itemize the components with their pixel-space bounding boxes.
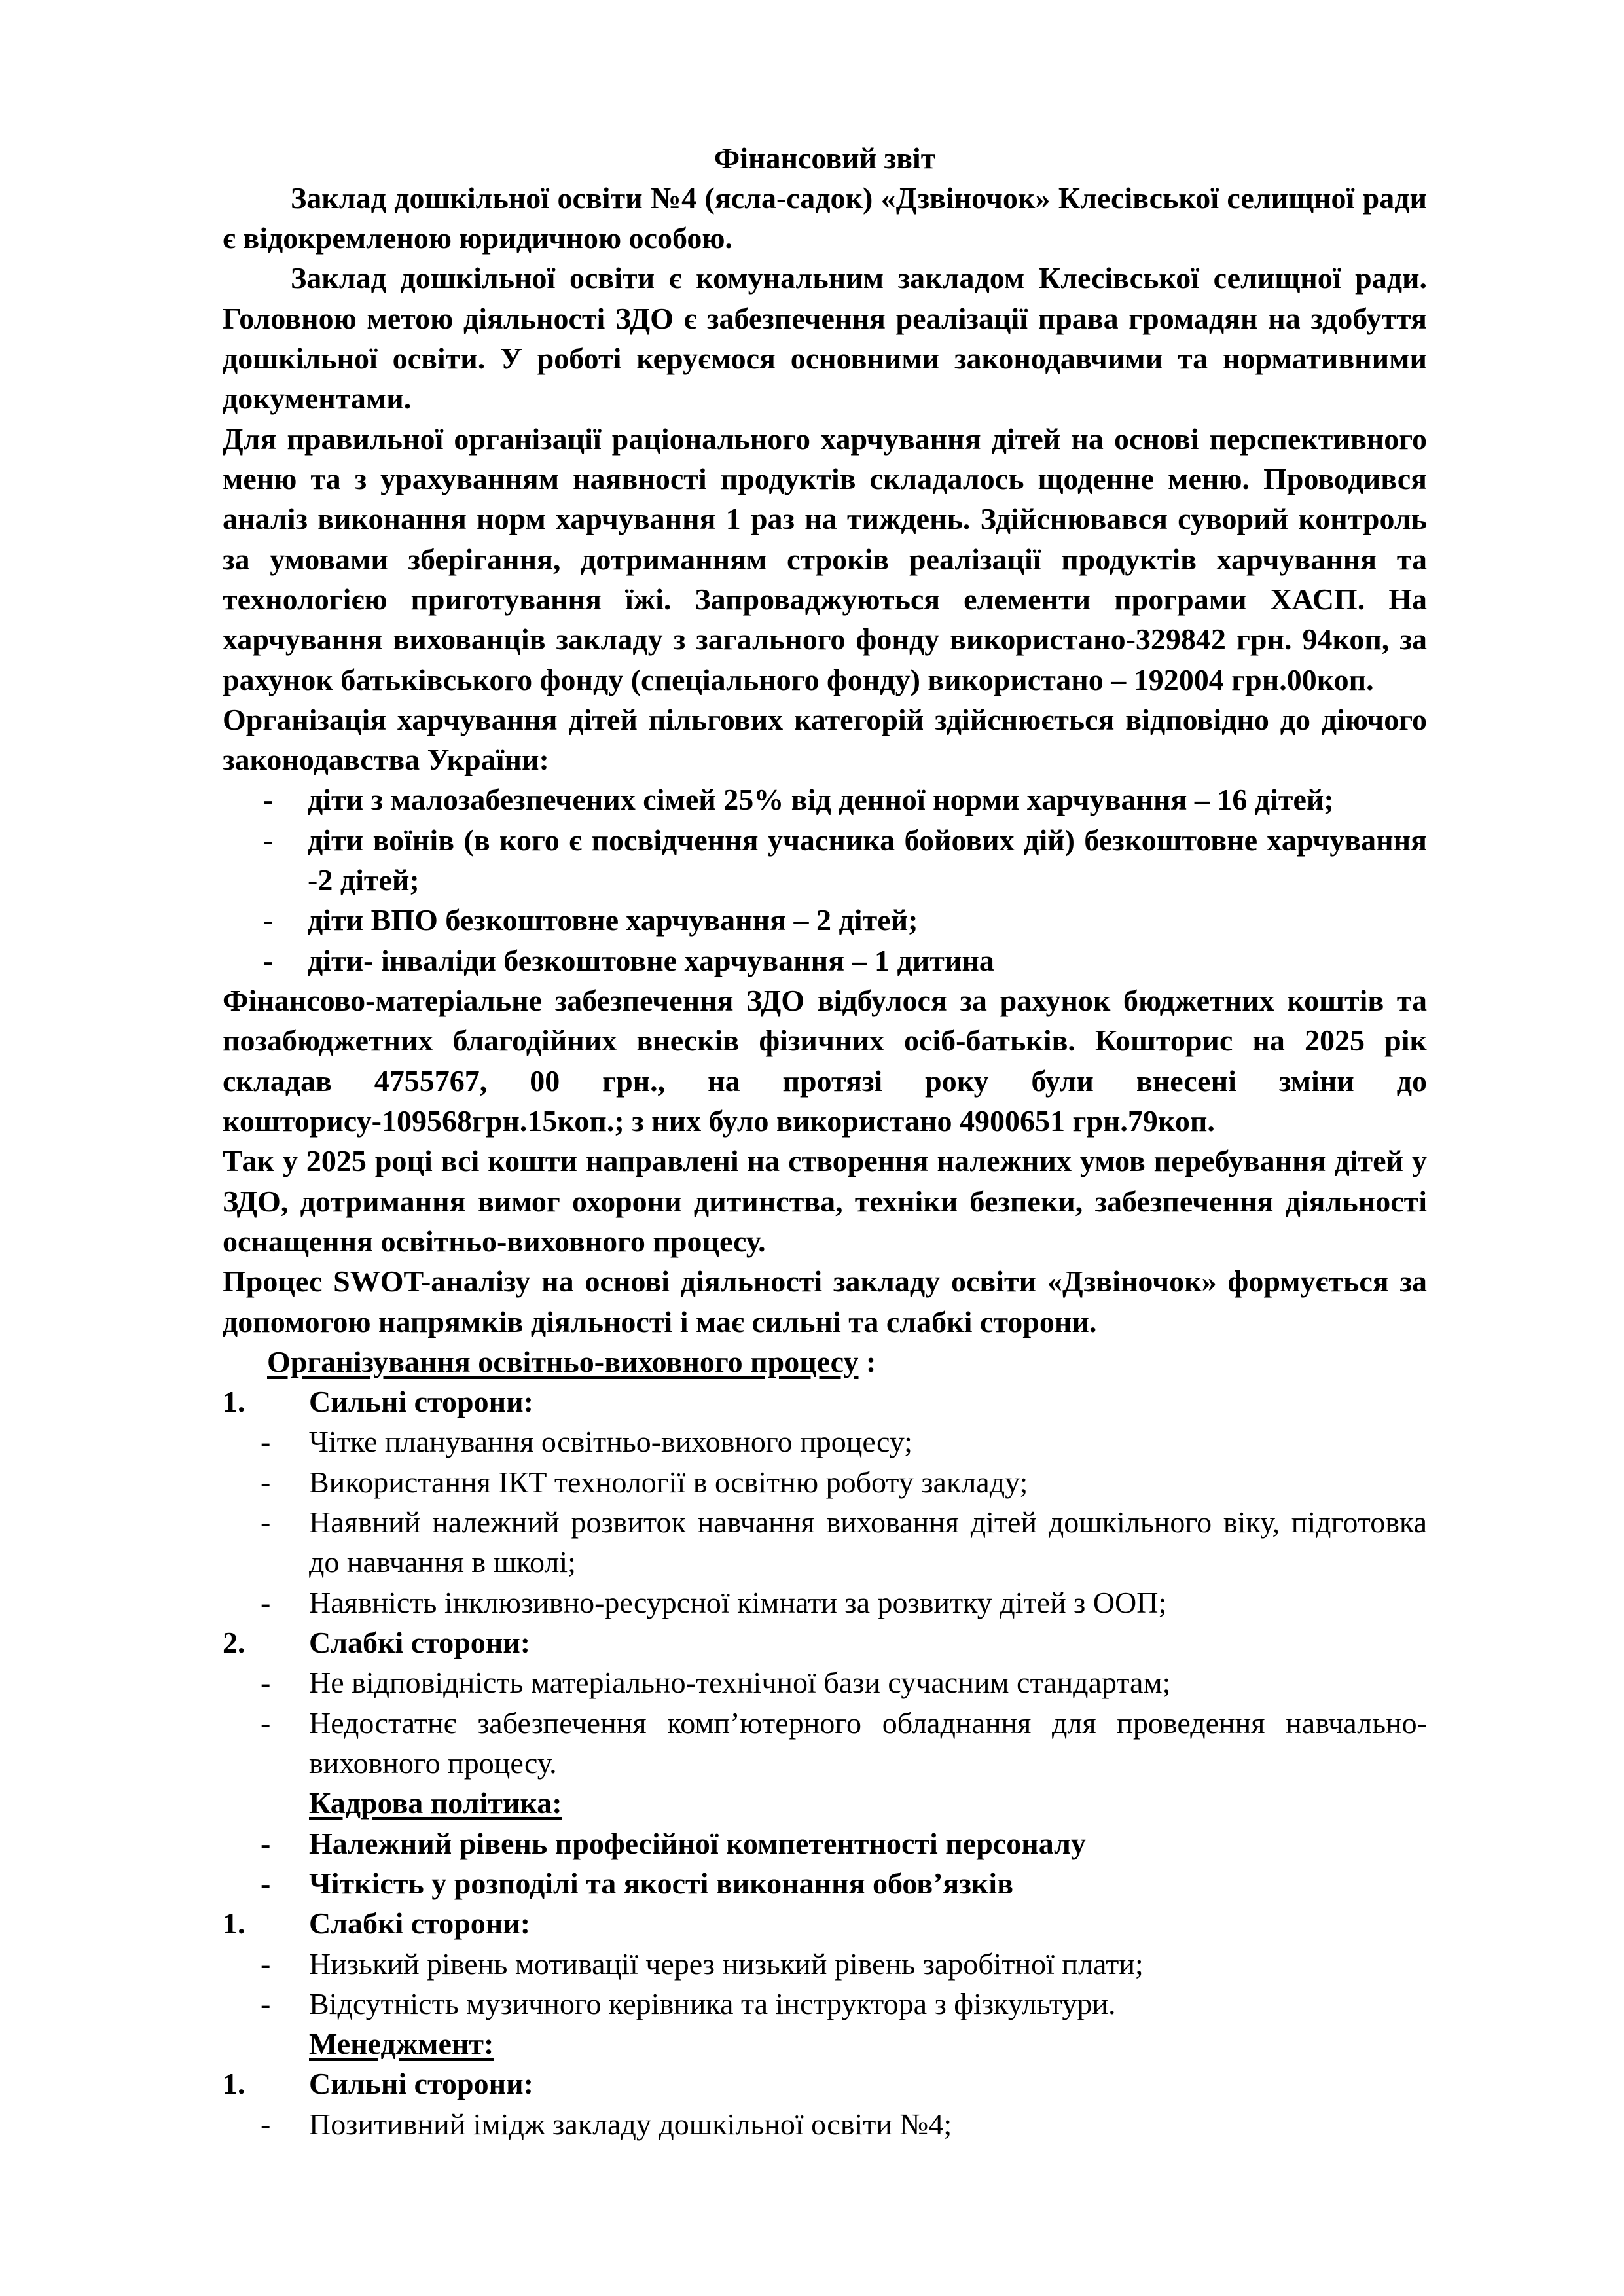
list-item — [223, 941, 1427, 980]
group-heading-label: Слабкі сторони: — [309, 1626, 531, 1660]
list-item — [223, 780, 1427, 819]
dash-marker: - — [261, 1866, 271, 1900]
list-item-label: Належний рівень професійної компетентності персоналу — [309, 1826, 1086, 1860]
strengths-list-educational-process — [223, 1422, 1427, 1623]
dash-marker: - — [261, 1465, 271, 1499]
list-item-label: Відсутність музичного керівника та інструктора з фізкультури. — [309, 1986, 1116, 2020]
list-item — [223, 1662, 1427, 1702]
group-heading-management-strengths — [223, 2064, 1427, 2104]
list-item — [223, 1703, 1427, 1784]
list-number: 1. — [223, 2067, 245, 2101]
group-heading-weaknesses — [223, 1623, 1427, 1662]
section-heading-management — [223, 2024, 1427, 2064]
section-heading-tail: : — [858, 1344, 876, 1378]
list-item-label: Використання ІКТ технології в освітню роботу закладу; — [309, 1465, 1028, 1499]
group-heading-label: Сильні сторони: — [309, 1385, 533, 1419]
list-number: 1. — [223, 1385, 245, 1419]
section-heading-text: Кадрова політика: — [309, 1786, 562, 1820]
dash-marker: - — [261, 2107, 271, 2141]
list-item-label: діти- інваліди безкоштовне харчування – 1 дитина — [308, 943, 994, 977]
section-heading-text: Організування освітньо-виховного процесу — [267, 1344, 859, 1378]
list-item-label: діти з малозабезпечених сімей 25% від денної норми харчування – 16 дітей; — [308, 783, 1334, 817]
list-item — [223, 1944, 1427, 1984]
dash-marker: - — [261, 1946, 271, 1981]
group-heading-label: Слабкі сторони: — [309, 1907, 531, 1941]
benefit-categories-list — [223, 780, 1427, 980]
paragraph-benefit-intro: Організація харчування дітей пільгових категорій здійснюється відповідно до діючого законодавства України: — [223, 702, 1427, 777]
hr-policy-strengths-list — [223, 1823, 1427, 1904]
list-item-label: Позитивний імідж закладу дошкільної освіти №4; — [309, 2107, 952, 2141]
weaknesses-list-educational-process — [223, 1662, 1427, 1783]
paragraph-financial-support: Фінансово-матеріальне забезпечення ЗДО відбулося за рахунок бюджетних коштів та позабюджетних благодійних внесків фізичних осіб-батьків. Кошторис на 2025 рік складав 4755767, 00 грн., на протязі року були внесені зміни до кошторису-109568грн.15коп.; з них було використано 4900651 грн.79коп. — [223, 984, 1427, 1138]
dash-marker: - — [261, 1826, 271, 1860]
list-item — [223, 820, 1427, 901]
list-number: 1. — [223, 1907, 245, 1941]
section-heading-hr-policy — [223, 1783, 1427, 1823]
group-heading-label: Сильні сторони: — [309, 2067, 533, 2101]
paragraph-institution-status: Заклад дошкільної освіти №4 (ясла-садок) «Дзвіночок» Клесівської селищної ради є відокремленою юридичною особою. — [223, 181, 1427, 255]
list-item — [223, 1823, 1427, 1863]
group-heading-strengths — [223, 1382, 1427, 1422]
paragraph-funds-usage: Так у 2025 році всі кошти направлені на створення належних умов перебування дітей у ЗДО, дотримання вимог охорони дитинства, техніки безпеки, забезпечення діяльності оснащення освітньо-виховного процесу. — [223, 1144, 1427, 1258]
list-item-label: Чіткість у розподілі та якості виконання обов’язків — [309, 1866, 1013, 1900]
list-item-label: Недостатнє забезпечення комп’ютерного обладнання для проведення навчально-виховного процесу. — [309, 1706, 1427, 1780]
list-item — [223, 1583, 1427, 1623]
list-item — [223, 1422, 1427, 1462]
section-heading-educational-process — [223, 1342, 1427, 1382]
list-item-label: Чітке планування освітньо-виховного процесу; — [309, 1425, 912, 1459]
list-item-label: Не відповідність матеріально-технічної бази сучасним стандартам; — [309, 1666, 1171, 1700]
list-item-label: Наявність інклюзивно-ресурсної кімнати за розвитку дітей з ООП; — [309, 1585, 1167, 1619]
dash-marker: - — [263, 823, 274, 857]
dash-marker: - — [261, 1706, 271, 1740]
list-item — [223, 1863, 1427, 1903]
list-item-label: Низький рівень мотивації через низький рівень заробітної плати; — [309, 1946, 1144, 1981]
document-body — [223, 139, 1427, 2144]
paragraph-institution-purpose: Заклад дошкільної освіти є комунальним закладом Клесівської селищної ради. Головною метою діяльності ЗДО є забезпечення реалізації права громадян на здобуття дошкільної освіти. У роботі керуємося основними законодавчими та нормативними документами. — [223, 261, 1427, 416]
hr-policy-weaknesses-list — [223, 1944, 1427, 2024]
list-item — [223, 1984, 1427, 2024]
paragraph-nutrition-organization: Для правильної організації раціонального харчування дітей на основі перспективного меню та з урахуванням наявності продуктів складалось щоденне меню. Проводився аналіз виконання норм харчування 1 раз на тиждень. Здійснювався суворий контроль за умовами зберігання, дотриманням строків реалізації продуктів харчування та технологією приготування їжі. Запроваджуються елементи програми ХАСП. На харчування вихованців закладу з загального фонду використано-329842 грн. 94коп, за рахунок батьківського фонду (спеціального фонду) використано – 192004 грн.00коп. — [223, 422, 1427, 696]
list-item — [223, 1502, 1427, 1583]
dash-marker: - — [261, 1425, 271, 1459]
section-heading-text: Менеджмент: — [309, 2027, 494, 2061]
group-heading-hr-weaknesses — [223, 1903, 1427, 1943]
list-item — [223, 1462, 1427, 1502]
dash-marker: - — [261, 1666, 271, 1700]
list-number: 2. — [223, 1626, 245, 1660]
document-title: Фінансовий звіт — [713, 141, 936, 175]
management-strengths-list — [223, 2104, 1427, 2144]
dash-marker: - — [261, 1505, 271, 1539]
list-item — [223, 2104, 1427, 2144]
paragraph-swot-intro: Процес SWOT-аналізу на основі діяльності закладу освіти «Дзвіночок» формується за допомогою напрямків діяльності і має сильні та слабкі сторони. — [223, 1265, 1427, 1338]
dash-marker: - — [263, 943, 274, 977]
list-item-label: діти ВПО безкоштовне харчування – 2 дітей; — [308, 903, 918, 937]
list-item-label: діти воїнів (в кого є посвідчення учасника бойових дій) безкоштовне харчування -2 дітей; — [308, 823, 1427, 897]
dash-marker: - — [263, 903, 274, 937]
dash-marker: - — [263, 783, 274, 817]
list-item — [223, 900, 1427, 940]
dash-marker: - — [261, 1585, 271, 1619]
dash-marker: - — [261, 1986, 271, 2020]
list-item-label: Наявний належний розвиток навчання виховання дітей дошкільного віку, підготовка до навчання в школі; — [309, 1505, 1427, 1579]
